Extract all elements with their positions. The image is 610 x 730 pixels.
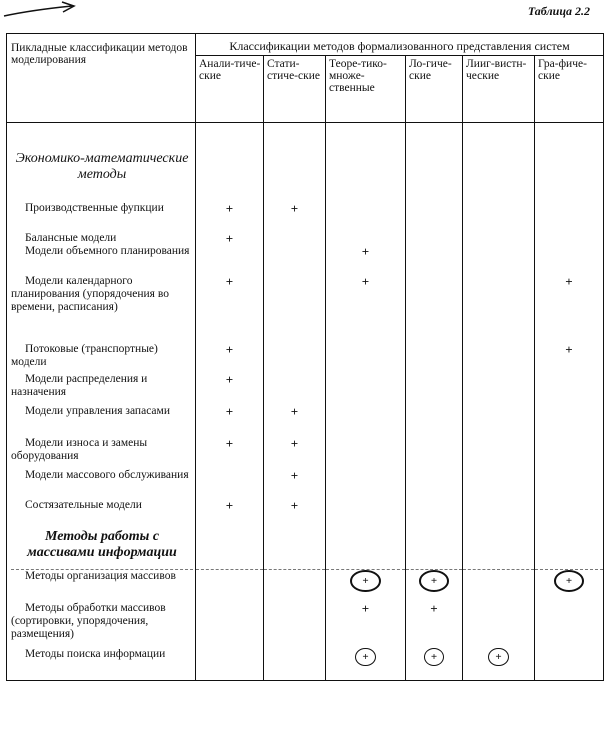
mark-cell xyxy=(264,602,325,648)
mark-cell xyxy=(264,275,325,343)
mark-cell xyxy=(535,373,603,405)
mark-cell xyxy=(196,245,263,275)
mark-cell xyxy=(264,202,325,232)
table-row-label: Состязательные модели xyxy=(25,499,142,511)
plus-mark: + xyxy=(225,201,234,216)
plus-mark: + xyxy=(424,648,444,666)
table-row-label: Методы поиска информации xyxy=(25,648,166,660)
mark-cell xyxy=(264,648,325,680)
mark-cell xyxy=(264,373,325,405)
mark-cell xyxy=(196,202,263,232)
mark-cell xyxy=(463,245,534,275)
plus-mark: + xyxy=(225,274,234,289)
mark-cell xyxy=(326,569,405,602)
mark-cell xyxy=(326,648,405,680)
mark-cell xyxy=(535,469,603,499)
mark-cell xyxy=(463,373,534,405)
mark-cell xyxy=(406,648,462,680)
plus-mark: + xyxy=(225,498,234,513)
mark-cell xyxy=(326,343,405,373)
mark-cell xyxy=(406,232,462,245)
mark-cell xyxy=(326,499,405,529)
plus-mark: + xyxy=(565,342,573,357)
mark-cell xyxy=(406,343,462,373)
mark-cell xyxy=(463,202,534,232)
column-header-graphical: Гра-фиче-ские xyxy=(535,56,604,123)
plus-mark: + xyxy=(225,372,234,387)
mark-cell xyxy=(326,469,405,499)
mark-cell xyxy=(535,232,603,245)
mark-cell xyxy=(535,343,603,373)
mark-cell xyxy=(264,437,325,469)
marks-column-statistical xyxy=(264,123,326,681)
mark-cell xyxy=(463,648,534,680)
column-header-set-theoretic: Теоре-тико-множе-ственные xyxy=(326,56,406,123)
mark-cell xyxy=(196,405,263,437)
plus-mark: + xyxy=(361,601,370,616)
plus-mark: + xyxy=(225,404,234,419)
mark-cell xyxy=(463,405,534,437)
mark-cell xyxy=(264,499,325,529)
mark-cell xyxy=(196,569,263,602)
mark-cell xyxy=(463,437,534,469)
mark-cell xyxy=(406,437,462,469)
plus-mark: + xyxy=(290,201,299,216)
plus-mark: + xyxy=(361,274,370,289)
methods-table xyxy=(6,33,604,681)
mark-cell xyxy=(196,648,263,680)
table-row-label: Методы организация массивов xyxy=(11,569,193,602)
table-row-label: Модели объемного планирования xyxy=(25,245,190,257)
column-header-logical: Ло-гиче-ские xyxy=(406,56,463,123)
mark-cell xyxy=(196,499,263,529)
group-header: Классификации методов формализованного представления систем xyxy=(196,34,604,56)
mark-cell xyxy=(463,499,534,529)
mark-cell xyxy=(406,245,462,275)
table-row-label: Производственные фупкции xyxy=(25,202,164,214)
plus-mark: + xyxy=(290,498,299,513)
plus-mark: + xyxy=(565,274,573,289)
mark-cell xyxy=(326,405,405,437)
table-row-label: Модели распределения и назначения xyxy=(11,373,148,398)
mark-cell xyxy=(535,569,603,602)
mark-cell xyxy=(535,437,603,469)
mark-cell xyxy=(463,569,534,602)
mark-cell xyxy=(463,232,534,245)
mark-cell xyxy=(264,569,325,602)
mark-cell xyxy=(264,245,325,275)
plus-mark: + xyxy=(361,244,370,259)
plus-mark: + xyxy=(290,436,299,451)
methods-column xyxy=(7,123,196,681)
plus-mark: + xyxy=(225,231,234,246)
marks-column-linguistic xyxy=(463,123,535,681)
plus-mark: + xyxy=(350,570,380,592)
mark-cell xyxy=(463,343,534,373)
table-row-label: Модели календарного планирования (упорядочения во времени, расписания) xyxy=(11,275,169,313)
mark-cell xyxy=(406,499,462,529)
mark-cell xyxy=(326,602,405,648)
section-title-arrays: Методы работы с массивами информации xyxy=(27,529,177,560)
mark-cell xyxy=(406,373,462,405)
marks-column-graphical xyxy=(535,123,604,681)
mark-cell xyxy=(463,602,534,648)
table-row-label: Потоковые (транспортные) модели xyxy=(11,343,158,368)
mark-cell xyxy=(535,202,603,232)
mark-cell xyxy=(196,275,263,343)
plus-mark: + xyxy=(355,648,375,666)
table-row-label: Модели износа и замены оборудования xyxy=(11,437,148,462)
plus-mark: + xyxy=(419,570,449,592)
mark-cell xyxy=(535,648,603,680)
row-header: Пикладные классификации методов моделирования xyxy=(7,34,196,123)
marks-column-analytic xyxy=(196,123,264,681)
mark-cell xyxy=(196,437,263,469)
mark-cell xyxy=(535,245,603,275)
mark-cell xyxy=(406,275,462,343)
mark-cell xyxy=(406,202,462,232)
handwritten-arrow-icon xyxy=(2,0,82,20)
table-row-label: Модели массового обслуживания xyxy=(25,469,189,481)
plus-mark: + xyxy=(488,648,508,666)
mark-cell xyxy=(535,275,603,343)
plus-mark: + xyxy=(554,570,584,592)
mark-cell xyxy=(406,602,462,648)
column-header-statistical: Стати-стиче-ские xyxy=(264,56,326,123)
section-title-economic: Экономико-математические методы xyxy=(15,151,189,182)
mark-cell xyxy=(326,202,405,232)
mark-cell xyxy=(264,343,325,373)
plus-mark: + xyxy=(290,404,299,419)
plus-mark: + xyxy=(290,468,299,483)
mark-cell xyxy=(326,245,405,275)
mark-cell xyxy=(406,469,462,499)
mark-cell xyxy=(535,405,603,437)
column-header-linguistic: Лииг-вистн-ческие xyxy=(463,56,535,123)
mark-cell xyxy=(406,569,462,602)
mark-cell xyxy=(264,232,325,245)
mark-cell xyxy=(463,469,534,499)
column-header-analytic: Анали-тиче-ские xyxy=(196,56,264,123)
plus-mark: + xyxy=(225,342,234,357)
mark-cell xyxy=(196,373,263,405)
mark-cell xyxy=(406,405,462,437)
mark-cell xyxy=(196,343,263,373)
mark-cell xyxy=(326,437,405,469)
mark-cell xyxy=(196,232,263,245)
mark-cell xyxy=(535,499,603,529)
marks-column-logical xyxy=(406,123,463,681)
mark-cell xyxy=(535,602,603,648)
plus-mark: + xyxy=(225,436,234,451)
mark-cell xyxy=(264,469,325,499)
mark-cell xyxy=(326,275,405,343)
mark-cell xyxy=(326,373,405,405)
mark-cell xyxy=(264,405,325,437)
mark-cell xyxy=(463,275,534,343)
mark-cell xyxy=(196,469,263,499)
table-row-label: Методы обработки массивов (сортировки, упорядочения, размещения) xyxy=(11,602,166,640)
table-row-label: Модели управления запасами xyxy=(25,405,170,417)
table-row-label: Балансные модели xyxy=(25,232,117,244)
mark-cell xyxy=(196,602,263,648)
plus-mark: + xyxy=(430,601,438,616)
marks-column-set-theoretic xyxy=(326,123,406,681)
table-caption: Таблица 2.2 xyxy=(527,4,590,18)
